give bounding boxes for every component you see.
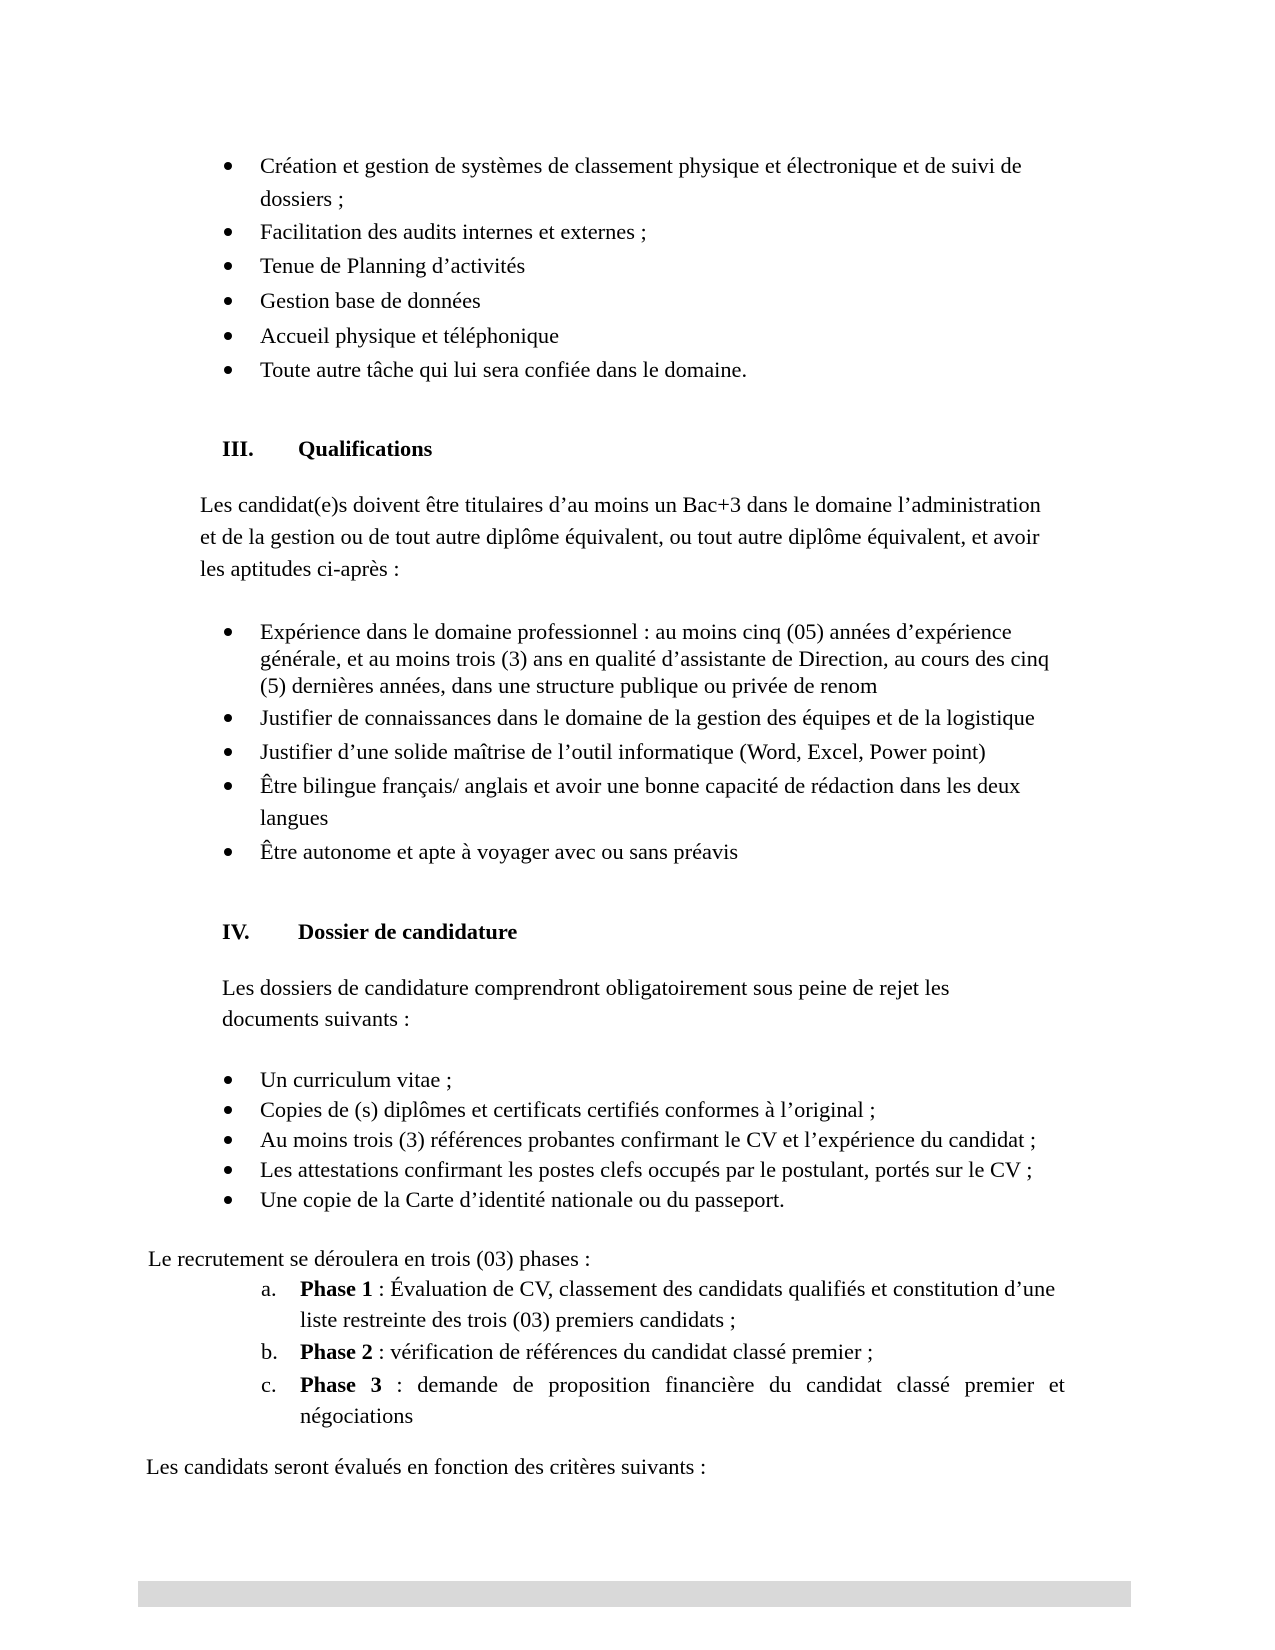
list-item: Tenue de Planning d’activités bbox=[260, 253, 526, 278]
section-title: Qualifications bbox=[298, 436, 433, 461]
phase-marker: a. bbox=[261, 1276, 277, 1301]
phase-label: Phase 2 bbox=[300, 1339, 373, 1364]
section-title: Dossier de candidature bbox=[298, 919, 518, 944]
list-item: Justifier d’une solide maîtrise de l’outil informatique (Word, Excel, Power point) bbox=[260, 739, 986, 764]
list-item: Facilitation des audits internes et externes ; bbox=[260, 219, 647, 244]
paragraph-line: documents suivants : bbox=[222, 1006, 410, 1031]
list-item: Être autonome et apte à voyager avec ou sans préavis bbox=[260, 839, 739, 864]
list-item: Création et gestion de systèmes de classement physique et électronique et de suivi de bbox=[260, 153, 1022, 178]
paragraph-line: les aptitudes ci-après : bbox=[200, 556, 400, 581]
recruitment-intro: Le recrutement se déroulera en trois (03) phases : bbox=[148, 1246, 591, 1271]
bullet-icon bbox=[224, 262, 232, 270]
phase-marker: c. bbox=[261, 1372, 277, 1397]
bullet-icon bbox=[224, 782, 232, 790]
bullet-icon bbox=[224, 332, 232, 340]
bullet-icon bbox=[224, 162, 232, 170]
list-item: Gestion base de données bbox=[260, 288, 481, 313]
phase-item bbox=[300, 1370, 1131, 1400]
phase-text: : demande de proposition financière du candidat classé premier et bbox=[381, 1372, 1065, 1397]
section-number: III. bbox=[222, 436, 254, 461]
list-item: Un curriculum vitae ; bbox=[260, 1067, 453, 1092]
list-item-continuation: (5) dernières années, dans une structure publique ou privée de renom bbox=[260, 673, 878, 698]
bullet-icon bbox=[224, 628, 232, 636]
list-item-continuation: dossiers ; bbox=[260, 186, 344, 211]
bullet-icon bbox=[224, 848, 232, 856]
phase-label: Phase 3 bbox=[300, 1372, 382, 1397]
list-item-continuation: langues bbox=[260, 805, 329, 830]
bullet-icon bbox=[224, 1166, 232, 1174]
list-item: Expérience dans le domaine professionnel : au moins cinq (05) années d’expérience bbox=[260, 619, 1012, 644]
bullet-icon bbox=[224, 228, 232, 236]
list-item: Justifier de connaissances dans le domaine de la gestion des équipes et de la logistique bbox=[260, 705, 1035, 730]
phase-item-continuation: liste restreinte des trois (03) premiers candidats ; bbox=[300, 1307, 736, 1332]
bullet-icon bbox=[224, 1196, 232, 1204]
bullet-icon bbox=[224, 714, 232, 722]
bullet-icon bbox=[224, 748, 232, 756]
paragraph-line: Les dossiers de candidature comprendront obligatoirement sous peine de rejet les bbox=[222, 975, 950, 1000]
phase-text: : Évaluation de CV, classement des candidats qualifiés et constitution d’une bbox=[372, 1276, 1056, 1301]
footer-bar bbox=[138, 1581, 1131, 1607]
bullet-icon bbox=[224, 1106, 232, 1114]
list-item: Une copie de la Carte d’identité nationale ou du passeport. bbox=[260, 1187, 785, 1212]
section-number: IV. bbox=[222, 919, 250, 944]
phase-text: : vérification de références du candidat classé premier ; bbox=[372, 1339, 874, 1364]
list-item: Être bilingue français/ anglais et avoir une bonne capacité de rédaction dans les deux bbox=[260, 773, 1021, 798]
criteria-intro: Les candidats seront évalués en fonction des critères suivants : bbox=[146, 1454, 707, 1479]
phase-marker: b. bbox=[261, 1339, 278, 1364]
list-item: Accueil physique et téléphonique bbox=[260, 323, 560, 348]
list-item-continuation: générale, et au moins trois (3) ans en qualité d’assistante de Direction, au cours des cinq bbox=[260, 646, 1050, 671]
list-item: Copies de (s) diplômes et certificats certifiés conformes à l’original ; bbox=[260, 1097, 876, 1122]
list-item: Toute autre tâche qui lui sera confiée dans le domaine. bbox=[260, 357, 748, 382]
phase-label: Phase 1 bbox=[300, 1276, 373, 1301]
bullet-icon bbox=[224, 297, 232, 305]
bullet-icon bbox=[224, 1136, 232, 1144]
paragraph-line: Les candidat(e)s doivent être titulaires d’au moins un Bac+3 dans le domaine l’administration bbox=[200, 492, 1041, 517]
phase-item bbox=[300, 1337, 873, 1367]
phase-item-continuation: négociations bbox=[300, 1403, 414, 1428]
list-item: Au moins trois (3) références probantes confirmant le CV et l’expérience du candidat ; bbox=[260, 1127, 1037, 1152]
bullet-icon bbox=[224, 1076, 232, 1084]
phase-item bbox=[300, 1274, 1131, 1304]
bullet-icon bbox=[224, 366, 232, 374]
paragraph-line: et de la gestion ou de tout autre diplôme équivalent, ou tout autre diplôme équivalent, et avoir bbox=[200, 524, 1040, 549]
list-item: Les attestations confirmant les postes clefs occupés par le postulant, portés sur le CV ; bbox=[260, 1157, 1033, 1182]
